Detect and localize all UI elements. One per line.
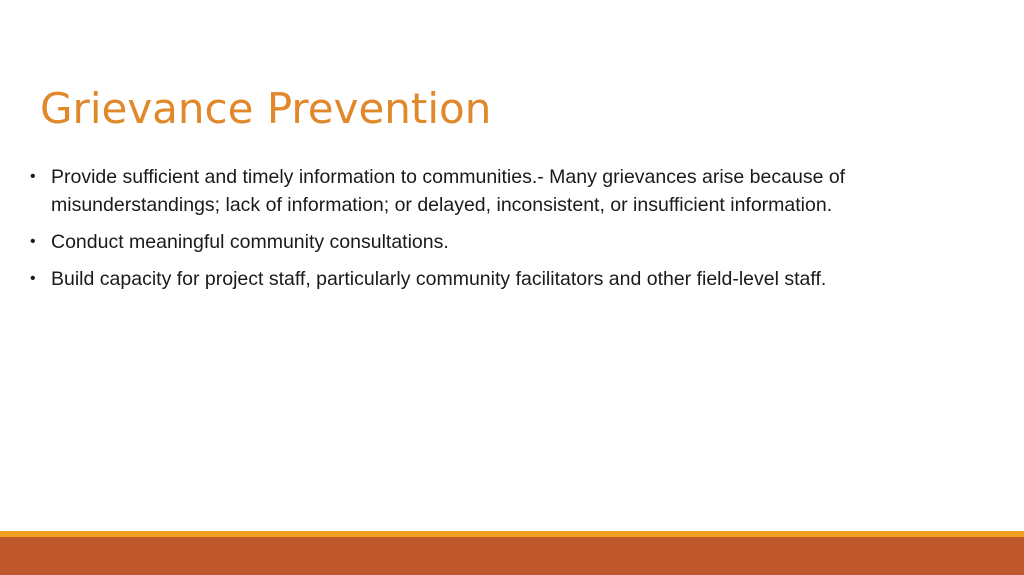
bullet-item — [30, 163, 910, 219]
bullet-list — [30, 163, 910, 302]
bullet-text: Build capacity for project staff, particularly community facilitators and other field-level staff. — [51, 268, 827, 290]
footer-bar — [0, 537, 1024, 575]
bullet-text: Provide sufficient and timely information to communities.- Many grievances arise because of misunderstandings; lack of information; or delayed, inconsistent, or insufficient information. — [51, 166, 846, 216]
slide-title: Grievance Prevention — [40, 84, 492, 133]
bullet-text: Conduct meaningful community consultations. — [51, 231, 449, 253]
bullet-icon: • — [30, 270, 36, 287]
bullet-icon: • — [30, 233, 36, 250]
bullet-item — [30, 265, 910, 293]
bullet-item — [30, 228, 910, 256]
bullet-icon: • — [30, 168, 36, 185]
